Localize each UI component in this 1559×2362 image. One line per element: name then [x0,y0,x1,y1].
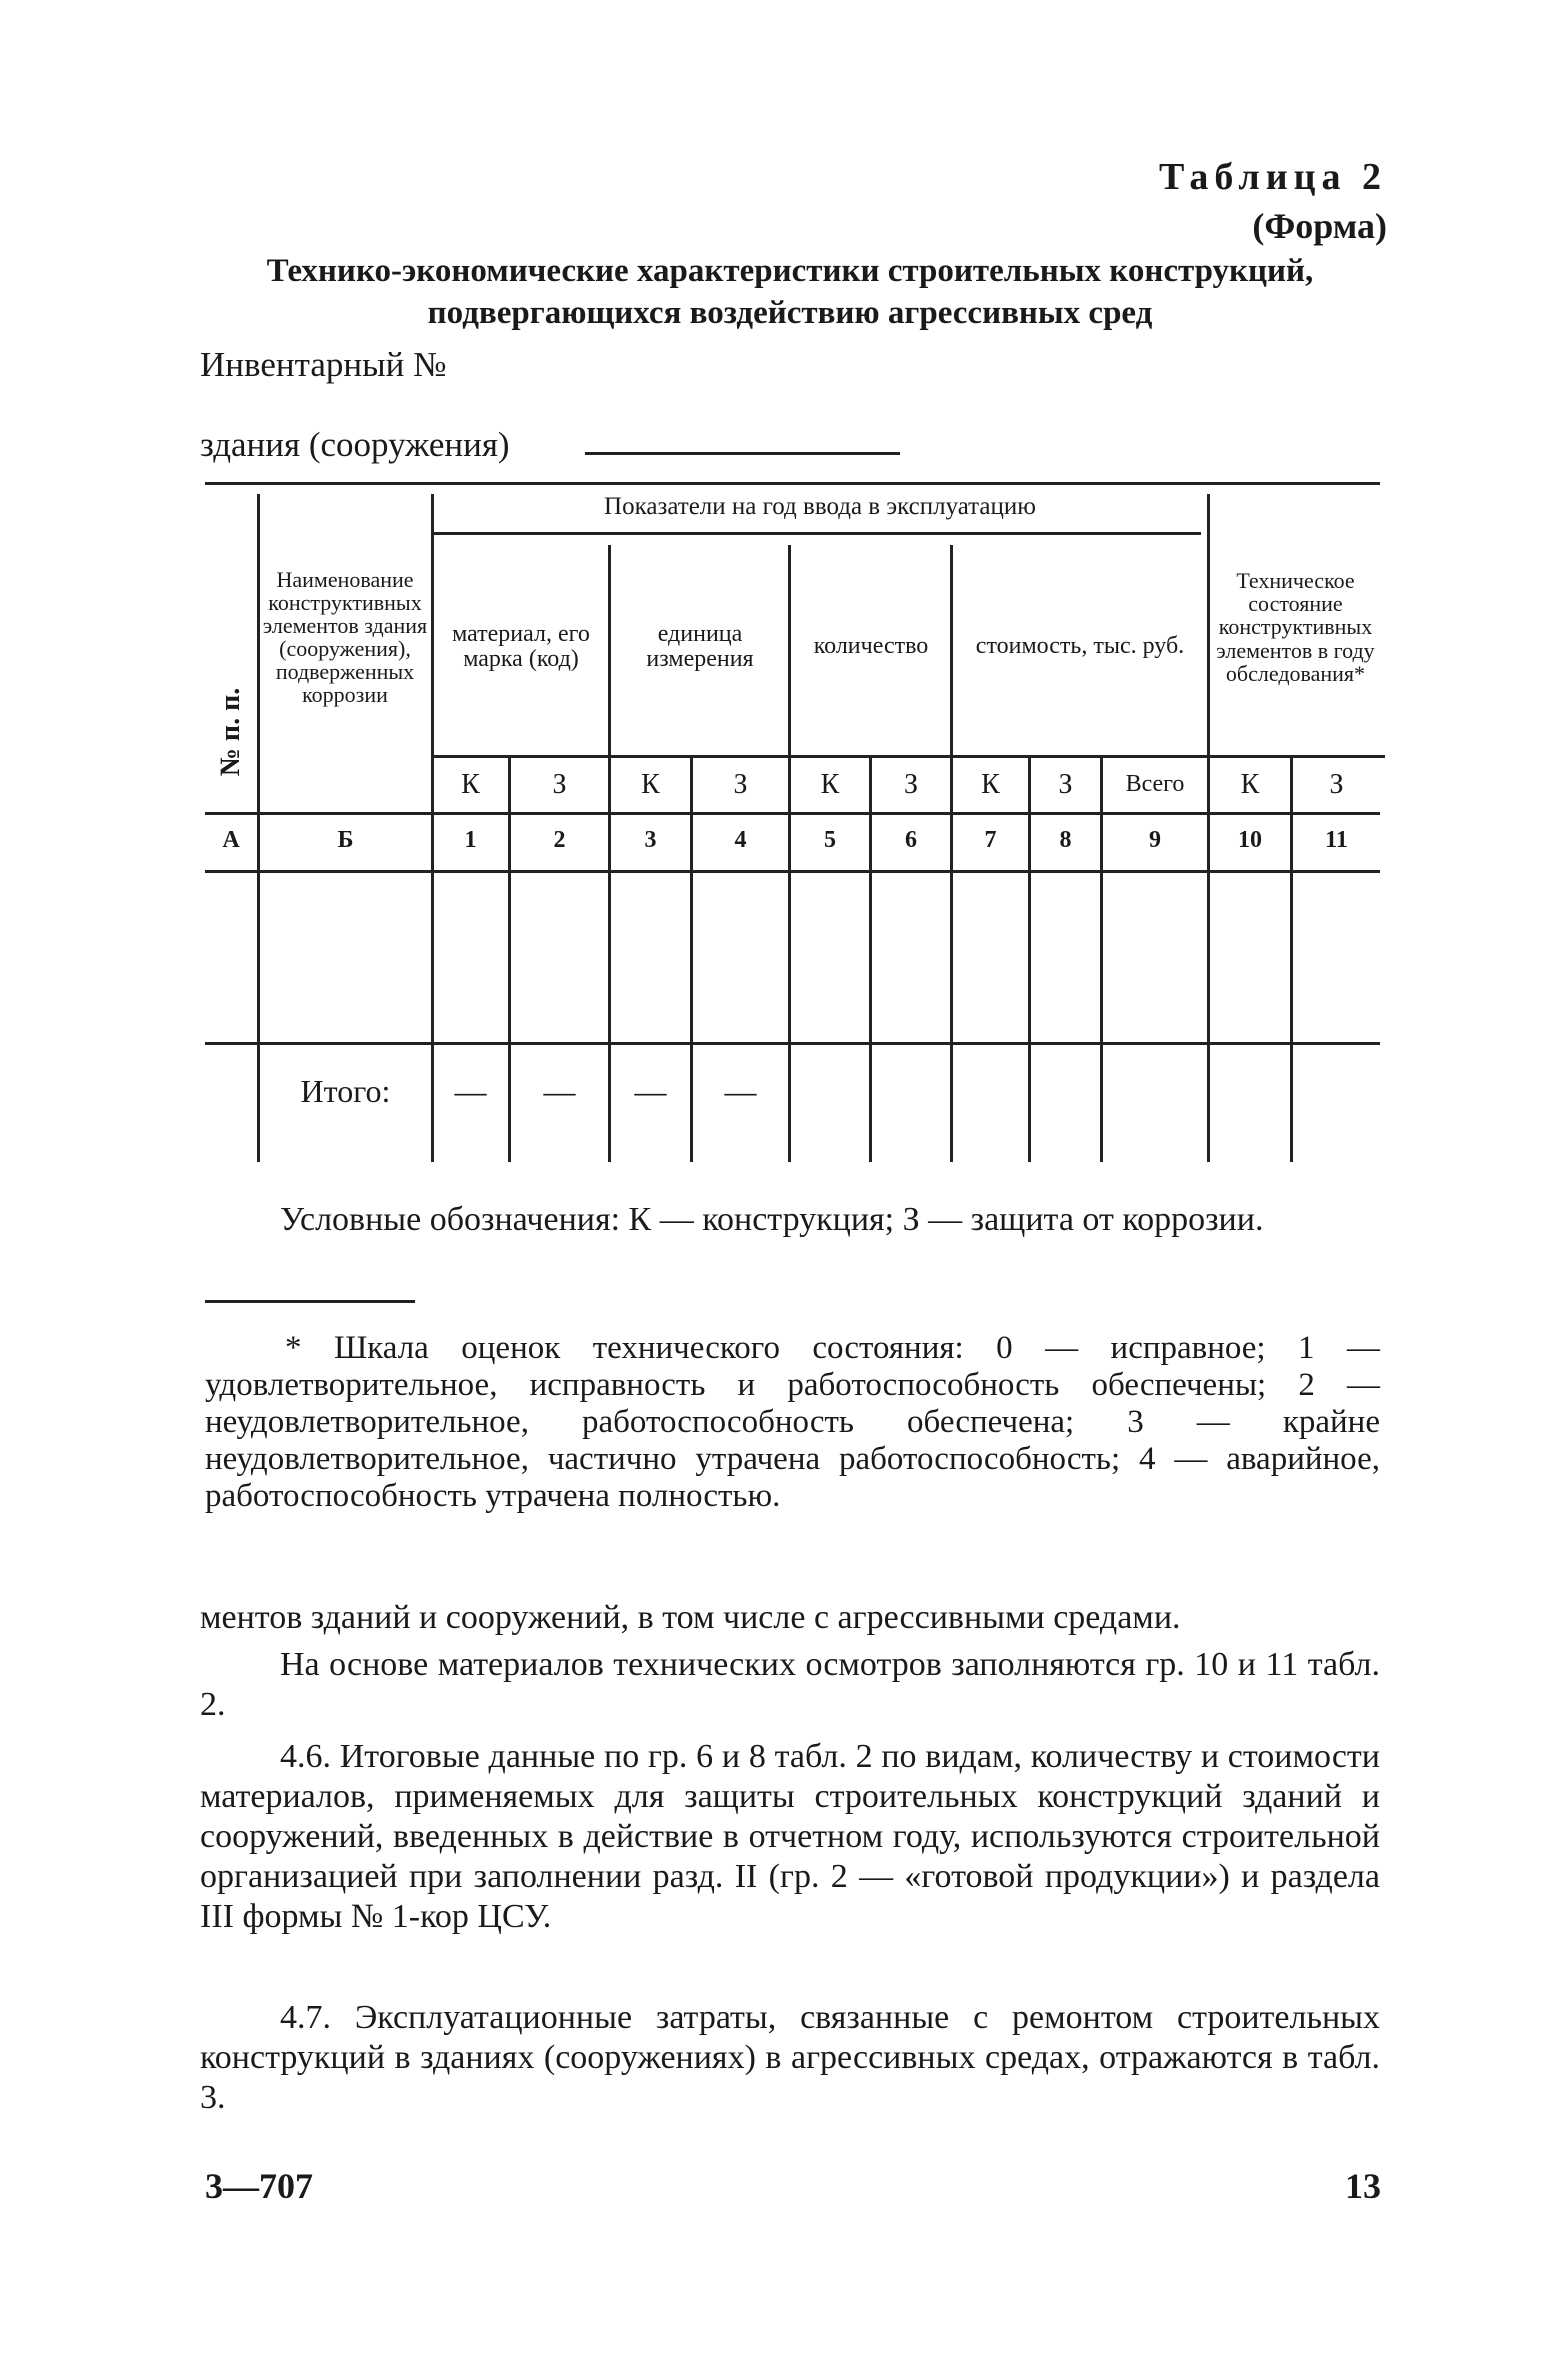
characteristics-table [205,482,1380,1162]
group-header-rule [433,532,1201,535]
col-num-5: 5 [824,827,836,854]
col-num-8: 8 [1059,827,1072,854]
building-field-label: здания (сооружения) [200,425,510,464]
col-num-4: 4 [734,827,747,854]
kz-header-rule [433,755,1385,758]
col-num-1: 1 [464,827,477,854]
col-num-b: Б [337,827,354,854]
body-paragraph-3: 4.6. Итоговые данные по гр. 6 и 8 табл. 2 по видам, количеству и стоимости материалов, применяемых для защиты строительных конструкций зданий и сооружений, введенных в действие в отчетном году, используются строительной организацией при заполнении разд. II (гр. 2 — «готовой продукции») и раздела III формы № 1-кор ЦСУ. [200,1738,1380,1935]
body-paragraph-1: ментов зданий и сооружений, в том числе с агрессивными средами. [200,1599,1181,1636]
page-number: 13 [1345,2166,1381,2206]
k-label-cost: К [981,769,1000,801]
col-a-header: № п. п. [215,687,246,777]
col-num-3: 3 [644,827,657,854]
col-num-9: 9 [1149,827,1161,854]
total-dash-3: — [634,1073,667,1110]
table-top-rule [205,482,1380,485]
numbers-bottom-rule [205,870,1380,873]
legend-text: Условные обозначения: К — конструкция; З — защита от коррозии. [280,1201,1264,1238]
col-num-6: 6 [905,827,917,854]
k-label-state: К [1240,769,1260,801]
footnote-rule [205,1300,415,1303]
material-header: материал, его марка (код) [452,620,590,672]
table-number: Таблица 2 [1158,156,1387,198]
k-label-material: К [461,769,480,801]
cost-header: стоимость, тыс. руб. [975,633,1185,660]
inventory-field-label: Инвентарный № [200,345,447,384]
total-cost-label: Всего [1125,771,1185,798]
form-label: (Форма) [1252,206,1387,246]
total-row-label: Итого: [300,1073,391,1110]
body-paragraph-4: 4.7. Эксплуатационные затраты, связанные с ремонтом строительных конструкций в зданиях (сооружениях) в агрессивных средах, отражаются в табл. 3. [200,1999,1380,2116]
k-label-unit: К [641,769,660,801]
data-bottom-rule [205,1042,1380,1045]
document-title: Технико-экономические характеристики строительных конструкций, подвергающихся воздействию агрессивных сред [266,253,1314,331]
group-header: Показатели на год ввода в эксплуатацию [604,492,1036,520]
footnote-text: * Шкала оценок технического состояния: 0 — исправное; 1 — удовлетворительное, исправность и работоспособность обеспечены; 2 — неудовлетворительное, работоспособность обеспечена; 3 — крайне неудовлетворительное, частично утрачена работоспособность; 4 — аварийное, работоспособность утрачена полностью. [205,1330,1380,1514]
total-dash-1: — [454,1073,487,1110]
z-label-material: З [552,769,567,801]
col-num-11: 11 [1325,827,1348,854]
total-dash-4: — [724,1073,757,1110]
unit-header: единица измерения [646,620,754,672]
col-num-7: 7 [984,827,997,854]
quantity-header: количество [813,633,929,660]
z-label-unit: З [733,769,748,801]
document-code: 3—707 [205,2166,313,2206]
col-num-2: 2 [553,827,566,854]
tech-state-header: Техническое состояние конструктивных элементов в году обследования* [1216,568,1375,686]
col-b-header: Наименование конструктивных элементов здания (сооружения), подверженных коррозии [262,566,428,708]
z-label-state: З [1329,769,1344,801]
building-field-line [585,452,900,455]
total-dash-2: — [543,1073,576,1110]
col-num-a: А [222,827,240,854]
body-paragraph-2: На основе материалов технических осмотров заполняются гр. 10 и 11 табл. 2. [200,1646,1380,1723]
col-num-10: 10 [1238,827,1262,854]
z-label-cost: З [1058,769,1073,801]
k-label-quantity: К [820,769,840,801]
z-label-quantity: З [903,769,919,801]
